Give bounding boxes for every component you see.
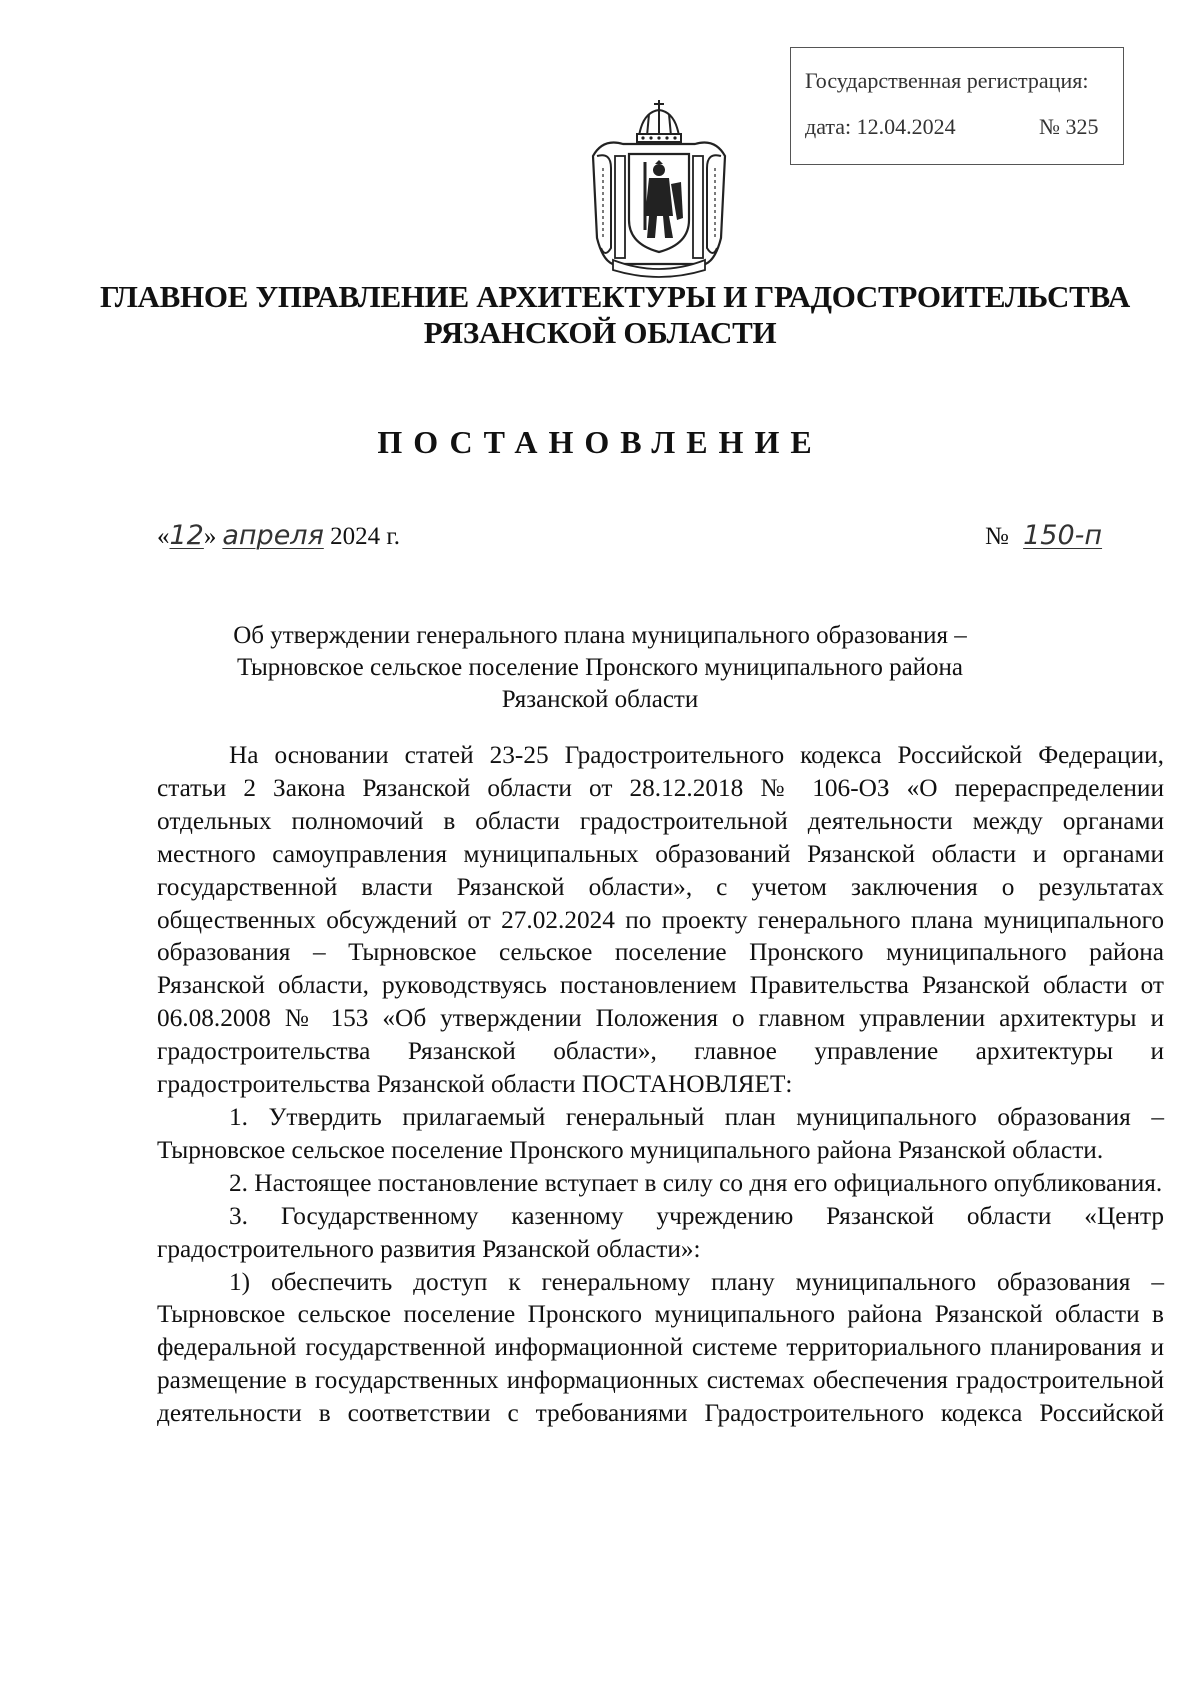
subject-line-2: Тырновское сельское поселение Пронского муниципального района (236, 654, 964, 681)
date-open-quote: « (157, 523, 170, 550)
document-subject (160, 620, 1040, 716)
subject-line-1: Об утверждении генерального плана муниципального образования – (233, 622, 967, 649)
document-type-title: ПОСТАНОВЛЕНИЕ (377, 424, 823, 460)
date-year: 2024 г. (330, 523, 400, 550)
ryazan-coat-of-arms-icon (583, 98, 735, 280)
date-close-quote: » (203, 523, 217, 550)
number-prefix: № (985, 523, 1009, 550)
organization-name-line-1: ГЛАВНОЕ УПРАВЛЕНИЕ АРХИТЕКТУРЫ И ГРАДОСТРОИТЕЛЬСТВА (100, 279, 1131, 314)
clause-3: 3. Государственному казенному учреждению Рязанской области «Центр градостроительного развития Рязанской области»: (157, 1201, 1164, 1263)
handwritten-day: 12 (169, 520, 204, 551)
preamble-paragraph: На основании статей 23-25 Градостроительного кодекса Российской Федерации, статьи 2 Закона Рязанской области от 28.12.2018 № 106-ОЗ «О перераспределении отдельных полномочий в области градостроительной деятельности между органами местного самоуправления муниципальных образований Рязанской области и органами государственной власти Рязанской области», с учетом заключения о результатах общественных обсуждений от 27.02.2024 по проекту генерального плана муниципального образования – Тырновское сельское поселение Пронского муниципального района Рязанской области, руководствуясь постановлением Правительства Рязанской области от 06.08.2008 № 153 «Об утверждении Положения о главном управлении архитектуры и градостроительства Рязанской области», главное управление архитектуры и градостроительства Рязанской области ПОСТАНОВЛЯЕТ: (157, 741, 1164, 1099)
registration-title: Государственная регистрация: (805, 68, 1089, 93)
subject-line-3: Рязанской области (501, 686, 699, 713)
clause-2: 2. Настоящее постановление вступает в силу со дня его официального опубликования. (229, 1168, 1163, 1197)
registration-date: дата: 12.04.2024 (805, 114, 956, 139)
registration-number: № 325 (1039, 114, 1099, 139)
document-number (985, 520, 1102, 551)
document-date (157, 520, 400, 551)
handwritten-month: апреля (222, 520, 324, 551)
registration-stamp (790, 47, 1124, 165)
clause-3-subitem-1: 1) обеспечить доступ к генеральному плану муниципального образования – Тырновское сельское поселение Пронского муниципального района Рязанской области в федеральной государственной информационной системе территориального планирования и размещение в государственных информационных системах обеспечения градостроительной деятельности в соответствии с требованиями Градостроительного кодекса Российской (157, 1267, 1164, 1428)
document-body (157, 739, 1164, 1430)
handwritten-number: 150-п (1023, 520, 1103, 551)
clause-1: 1. Утвердить прилагаемый генеральный план муниципального образования – Тырновское сельское поселение Пронского муниципального района Рязанской области. (157, 1102, 1164, 1164)
organization-name-line-2: РЯЗАНСКОЙ ОБЛАСТИ (423, 315, 777, 350)
